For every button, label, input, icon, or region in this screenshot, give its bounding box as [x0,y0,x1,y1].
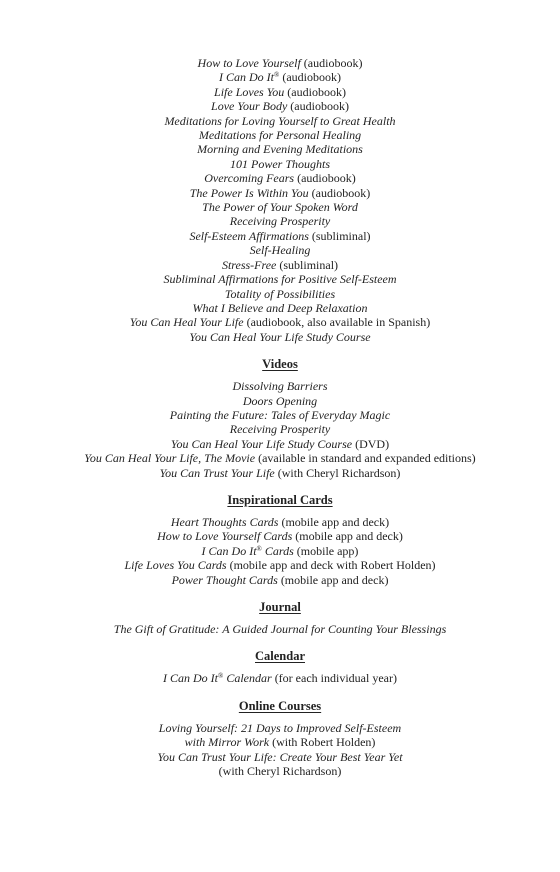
list-item [0,451,560,465]
registered-mark: ® [256,544,262,553]
item-title: Receiving Prosperity [229,422,331,437]
item-note: (with Robert Holden) [269,735,376,750]
item-title: The Power Is Within You [189,185,309,200]
journal-section [0,622,560,636]
item-note: (audiobook) [287,99,349,114]
item-title: Totality of Possibilities [224,286,336,301]
item-title: Dissolving Barriers [232,379,328,394]
item-note: (available in standard and expanded editions) [255,451,476,466]
list-item [0,229,560,243]
list-item [0,466,560,480]
item-title: You Can Heal Your Life Study Course [189,329,371,344]
list-item [0,764,560,778]
item-title: Meditations for Personal Healing [198,128,362,143]
online-courses-section [0,721,560,779]
item-title: Meditations for Loving Yourself to Great Health [164,113,396,128]
item-title: Heart Thoughts Cards [170,514,279,529]
item-title: What I Believe and Deep Relaxation [192,300,368,315]
item-title-suffix: Cards [261,543,294,558]
list-item [0,671,560,685]
item-title: Life Loves You Cards [124,558,227,573]
list-item [0,408,560,422]
list-item [0,85,560,99]
item-note: (with Cheryl Richardson) [218,764,342,779]
item-title: Receiving Prosperity [229,214,331,229]
list-item [0,56,560,70]
list-item [0,750,560,764]
list-item [0,301,560,315]
item-title: Morning and Evening Meditations [197,142,363,157]
item-title: You Can Heal Your Life [129,315,244,330]
item-note: (audiobook) [284,84,346,99]
videos-heading: Videos [262,357,298,372]
list-item [0,622,560,636]
registered-mark: ® [218,672,224,681]
list-item [0,171,560,185]
item-title: Stress-Free [221,257,277,272]
item-note: (subliminal) [308,228,371,243]
item-note: (DVD) [352,436,390,451]
item-title-suffix: Calendar [223,671,272,686]
list-item [0,573,560,587]
list-item [0,200,560,214]
item-note: (mobile app and deck) [278,514,390,529]
list-item [0,437,560,451]
item-note: (audiobook) [308,185,371,200]
item-note: (audiobook) [279,70,341,85]
item-note: (audiobook) [294,171,356,186]
audio-section [0,56,560,344]
item-title: How to Love Yourself Cards [157,529,293,544]
item-title: 101 Power Thoughts [229,156,330,171]
item-title: You Can Trust Your Life [159,465,275,480]
item-note: (audiobook, also available in Spanish) [243,315,431,330]
item-title: Love Your Body [211,99,288,114]
inspirational-cards-section [0,515,560,587]
item-title: You Can Trust Your Life: Create Your Best Year Yet [157,749,403,764]
item-note: (mobile app and deck) [292,529,403,544]
item-title: with Mirror Work [184,735,270,750]
item-title: Loving Yourself: 21 Days to Improved Self-Esteem [158,720,402,735]
list-item [0,258,560,272]
item-title: Life Loves You [214,84,285,99]
item-note: (for each individual year) [271,671,397,686]
item-title: The Gift of Gratitude: A Guided Journal for Counting Your Blessings [113,622,447,636]
item-title: You Can Heal Your Life Study Course [170,436,353,451]
item-title: I Can Do It [219,70,274,85]
list-item [0,128,560,142]
item-note: (mobile app and deck with Robert Holden) [226,558,436,573]
list-item [0,735,560,749]
item-note: (with Cheryl Richardson) [274,465,401,480]
online-courses-heading: Online Courses [238,698,322,713]
videos-section [0,379,560,480]
list-item [0,287,560,301]
registered-mark: ® [274,71,280,80]
item-title: Painting the Future: Tales of Everyday Magic [169,407,391,422]
list-item [0,315,560,329]
item-title: I Can Do It [163,671,219,686]
list-item [0,214,560,228]
item-title: I Can Do It [201,543,257,558]
journal-heading: Journal [259,600,301,614]
list-item [0,157,560,171]
list-item [0,186,560,200]
list-item [0,379,560,393]
item-title: You Can Heal Your Life, The Movie [84,451,256,466]
list-item [0,721,560,735]
list-item [0,394,560,408]
item-title: Self-Healing [249,243,311,258]
item-title: Power Thought Cards [171,572,278,587]
list-item [0,114,560,128]
list-item [0,243,560,257]
calendar-heading: Calendar [255,649,305,664]
list-item [0,515,560,529]
calendar-section [0,671,560,685]
list-item [0,422,560,436]
list-item [0,70,560,84]
item-title: Overcoming Fears [204,171,295,186]
item-title: Doors Opening [242,393,318,408]
item-note: (subliminal) [276,257,339,272]
list-item [0,529,560,543]
list-item [0,99,560,113]
list-item [0,330,560,344]
item-title: The Power of Your Spoken Word [202,200,358,215]
inspirational-cards-heading: Inspirational Cards [227,492,333,507]
list-item [0,558,560,572]
list-item [0,272,560,286]
item-title: Self-Esteem Affirmations [189,228,309,243]
item-note: (mobile app and deck) [277,572,389,587]
item-title: How to Love Yourself [197,56,301,70]
item-note: (mobile app) [293,543,359,558]
item-note: (audiobook) [300,56,363,70]
list-item [0,544,560,558]
item-title: Subliminal Affirmations for Positive Self-Esteem [163,272,397,287]
list-item [0,142,560,156]
